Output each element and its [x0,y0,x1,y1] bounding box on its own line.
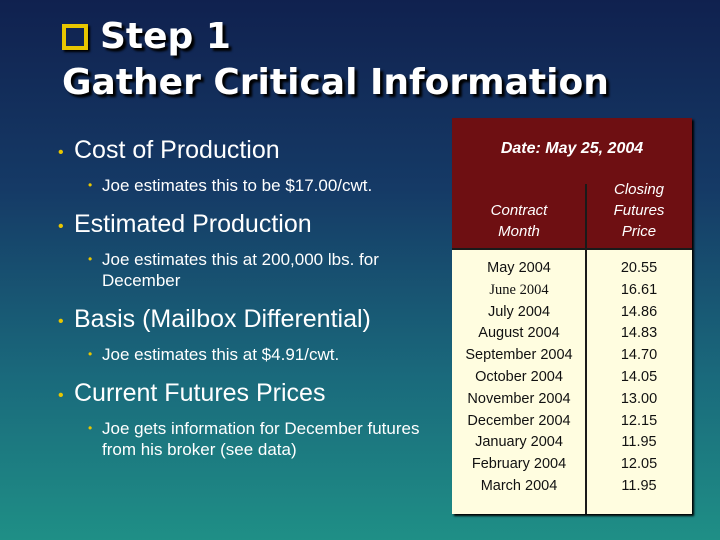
sub-bullet-production: • Joe estimates this at 200,000 lbs. for December [102,249,438,291]
table-cell-month: October 2004 [475,368,563,385]
table-header [452,118,692,250]
closing-price-column [586,258,692,498]
table-cell-price: 12.15 [620,412,658,429]
bullet-futures-prices: • Current Futures Prices [58,379,438,408]
table-cell-month: May 2004 [487,260,551,276]
table-cell-price: 14.86 [620,303,658,320]
table-cell-price: 14.83 [620,325,658,342]
sub-bullet-cost: • Joe estimates this to be $17.00/cwt. [102,175,438,196]
table-cell-price: 11.95 [621,434,657,451]
bullet-basis: • Basis (Mailbox Differential) [58,305,438,334]
slide-title [62,14,609,106]
sub-bullet-futures: • Joe gets information for December futures from his broker (see data) [102,418,438,460]
table-cell-price: 16.61 [620,281,658,298]
table-cell-month: August 2004 [478,325,560,342]
checkbox-bullet-icon [62,24,88,50]
table-cell-month: June 2004 [489,281,549,298]
table-cell-price: 13.00 [620,390,658,407]
table-cell-month: December 2004 [467,412,571,429]
table-cell-month: July 2004 [487,303,551,320]
table-cell-price: 20.55 [620,260,658,276]
title-line-1 [62,14,609,60]
table-cell-month: September 2004 [465,347,573,364]
table-cell-month: January 2004 [475,434,563,451]
table-body [452,250,692,514]
closing-price-header: Closing Futures Price [613,181,665,240]
table-cell-month: February 2004 [471,456,567,473]
table-cell-price: 14.70 [620,347,658,364]
table-cell-month: November 2004 [467,390,571,407]
table-cell-price: 12.05 [620,456,658,473]
contract-month-column [452,258,586,498]
bullet-cost-of-production: • Cost of Production [58,136,438,165]
table-cell-price: 11.95 [621,477,657,494]
futures-price-table [452,118,692,514]
table-cell-month: March 2004 [480,477,558,494]
contract-month-header: Contract Month [490,202,548,240]
table-date: Date: May 25, 2004 [500,140,644,157]
title-line-2: Gather Critical Information [62,62,609,103]
title-step: Step 1 [100,16,231,57]
bullet-estimated-production: • Estimated Production [58,210,438,239]
table-cell-price: 14.05 [620,368,658,385]
sub-bullet-basis: • Joe estimates this at $4.91/cwt. [102,344,438,365]
bullet-list [58,136,438,460]
